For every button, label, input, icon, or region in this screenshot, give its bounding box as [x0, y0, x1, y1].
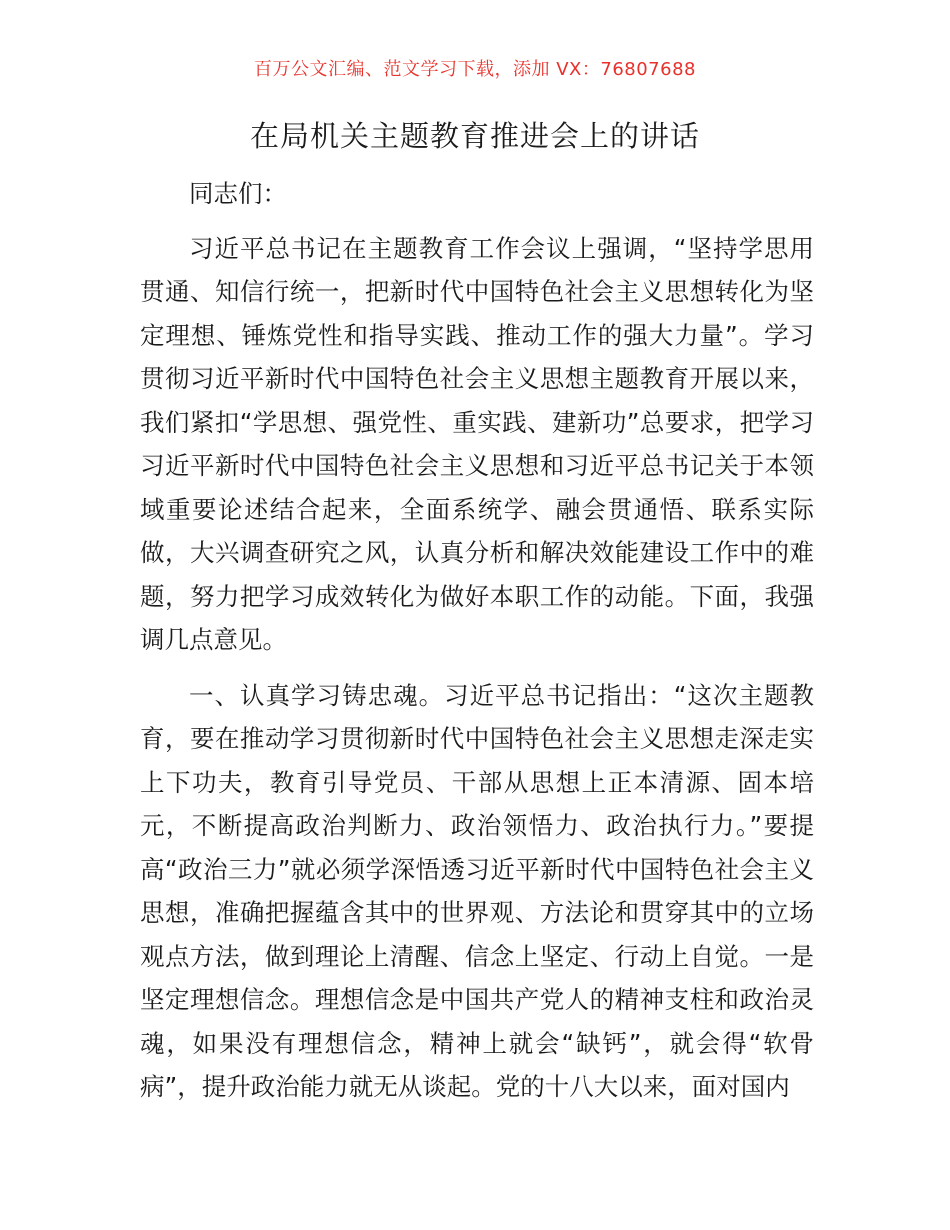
document-title: 在局机关主题教育推进会上的讲话	[249, 119, 700, 153]
paragraph-intro: 习近平总书记在主题教育工作会议上强调，“坚持学思用贯通、知信行统一，把新时代中国特色社会主义思想转化为坚定理想、锤炼党性和指导实践、推动工作的强大力量”。学习贯彻习近平新时代中国特色社会主义思想主题教育开展以来，我们紧扣“学思想、强党性、重实践、建新功”总要求，把学习习近平新时代中国特色社会主义思想和习近平总书记关于本领域重要论述结合起来，全面系统学、融会贯通悟、联系实际做，大兴调查研究之风，认真分析和解决效能建设工作中的难题，努力把学习成效转化为做好本职工作的动能。下面，我强调几点意见。	[140, 233, 814, 654]
header-promo-note: 百万公文汇编、范文学习下载，添加 VX：76807688	[254, 59, 696, 80]
document-body	[140, 172, 814, 1121]
paragraph-section-one: 一、认真学习铸忠魂。习近平总书记指出：“这次主题教育，要在推动学习贯彻新时代中国特色社会主义思想走深走实上下功夫，教育引导党员、干部从思想上正本清源、固本培元，不断提高政治判断力、政治领悟力、政治执行力。”要提高“政治三力”就必须学深悟透习近平新时代中国特色社会主义思想，准确把握蕴含其中的世界观、方法论和贯穿其中的立场观点方法，做到理论上清醒、信念上坚定、行动上自觉。一是坚定理想信念。理想信念是中国共产党人的精神支柱和政治灵魂，如果没有理想信念，精神上就会“缺钙”，就会得“软骨病”，提升政治能力就无从谈起。党的十八大以来，面对国内	[140, 680, 814, 1101]
salutation: 同志们：	[189, 179, 287, 208]
